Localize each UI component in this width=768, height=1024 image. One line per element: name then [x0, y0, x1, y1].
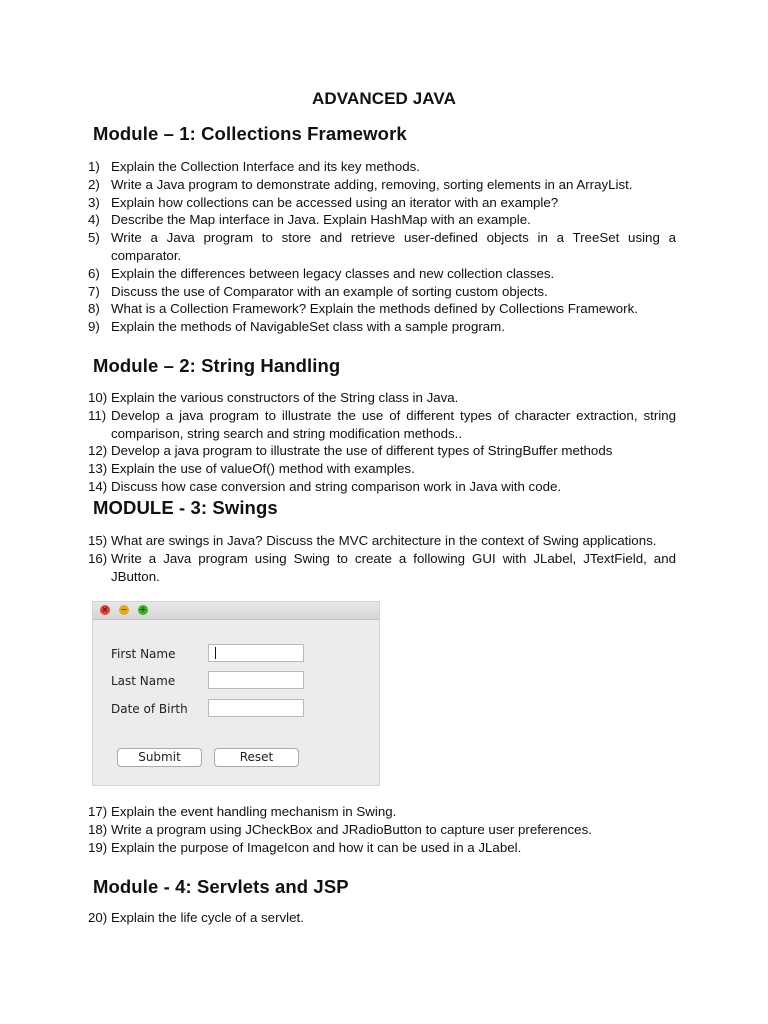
zoom-icon[interactable]: + [139, 605, 147, 614]
question-text: Explain the use of valueOf() method with examples. [111, 461, 415, 477]
question-text: What is a Collection Framework? Explain the methods defined by Collections Framework. [111, 301, 638, 317]
list-item [88, 194, 676, 212]
list-item [88, 839, 676, 857]
question-number: 1) [88, 159, 100, 174]
list-item [88, 478, 676, 496]
question-number: 3) [88, 194, 100, 210]
question-text: Describe the Map interface in Java. Explain HashMap with an example. [111, 212, 531, 228]
module-1-heading: Module – 1: Collections Framework [93, 123, 407, 144]
list-item [88, 211, 676, 229]
document-title: ADVANCED JAVA [312, 89, 456, 108]
module-3-question-list [88, 532, 676, 585]
reset-button[interactable]: Reset [214, 748, 299, 767]
question-number: 12) [88, 443, 108, 459]
question-number: 15) [88, 533, 108, 548]
list-item [88, 909, 676, 927]
question-number: 6) [88, 265, 100, 281]
question-number: 11) [88, 407, 107, 423]
text-caret [215, 647, 216, 659]
list-item [88, 229, 676, 265]
question-text: Explain the differences between legacy classes and new collection classes. [111, 265, 555, 281]
module-2-question-list [88, 389, 676, 496]
question-text: Write a Java program to store and retrieve user-defined objects in a TreeSet using a comparator. [111, 230, 676, 263]
list-item [88, 158, 676, 176]
question-text: Explain how collections can be accessed using an iterator with an example? [111, 194, 559, 210]
close-icon[interactable]: × [101, 605, 109, 614]
question-text: Explain the Collection Interface and its key methods. [111, 159, 420, 174]
list-item [88, 300, 676, 318]
minimize-icon[interactable]: − [120, 605, 128, 614]
list-item [88, 803, 676, 821]
list-item [88, 176, 676, 194]
question-text: What are swings in Java? Discuss the MVC architecture in the context of Swing applications. [111, 533, 657, 548]
question-text: Explain the event handling mechanism in Swing. [111, 804, 397, 819]
module-3-question-list-continued [88, 803, 676, 856]
question-number: 5) [88, 230, 100, 246]
question-text: Develop a java program to illustrate the use of different types of character extraction, string comparison, string search and string modification methods.. [111, 407, 676, 441]
list-item [88, 407, 676, 443]
question-number: 19) [88, 839, 108, 855]
date-of-birth-field[interactable] [208, 699, 304, 717]
list-item [88, 265, 676, 283]
question-number: 13) [88, 461, 108, 477]
list-item [88, 442, 676, 460]
question-number: 9) [88, 319, 100, 335]
question-text: Discuss how case conversion and string comparison work in Java with code. [111, 478, 562, 494]
module-1-question-list [88, 158, 676, 336]
question-text: Write a program using JCheckBox and JRadioButton to capture user preferences. [111, 821, 592, 837]
question-text: Write a Java program to demonstrate adding, removing, sorting elements in an ArrayList. [111, 176, 633, 192]
question-number: 2) [88, 176, 100, 192]
question-number: 4) [88, 212, 100, 228]
date-of-birth-label: Date of Birth [111, 702, 188, 716]
question-text: Explain the various constructors of the String class in Java. [111, 390, 459, 405]
question-text: Write a Java program using Swing to create a following GUI with JLabel, JTextField, and JButton. [111, 550, 676, 584]
module-4-heading: Module - 4: Servlets and JSP [93, 876, 349, 897]
question-number: 16) [88, 550, 108, 566]
list-item [88, 550, 676, 586]
first-name-field[interactable] [208, 644, 304, 662]
question-number: 17) [88, 804, 108, 819]
question-text: Explain the purpose of ImageIcon and how it can be used in a JLabel. [111, 839, 522, 855]
module-3-heading: MODULE - 3: Swings [93, 497, 278, 518]
list-item [88, 460, 676, 478]
question-number: 8) [88, 301, 100, 317]
question-text: Explain the life cycle of a servlet. [111, 910, 304, 925]
first-name-label: First Name [111, 647, 176, 661]
question-number: 14) [88, 478, 108, 494]
list-item [88, 318, 676, 336]
question-text: Discuss the use of Comparator with an example of sorting custom objects. [111, 283, 548, 299]
list-item [88, 821, 676, 839]
question-number: 18) [88, 821, 108, 837]
module-4-question-list [88, 909, 676, 927]
list-item [88, 283, 676, 301]
window-title-bar [93, 602, 379, 620]
question-number: 20) [88, 910, 108, 925]
list-item [88, 532, 676, 550]
list-item [88, 389, 676, 407]
last-name-label: Last Name [111, 674, 176, 688]
question-number: 7) [88, 283, 100, 299]
swing-gui-window [92, 601, 380, 786]
question-number: 10) [88, 390, 108, 405]
module-2-heading: Module – 2: String Handling [93, 355, 341, 376]
submit-button[interactable]: Submit [117, 748, 202, 767]
question-text: Explain the methods of NavigableSet class with a sample program. [111, 319, 505, 335]
last-name-field[interactable] [208, 671, 304, 689]
question-text: Develop a java program to illustrate the use of different types of StringBuffer methods [111, 443, 613, 459]
